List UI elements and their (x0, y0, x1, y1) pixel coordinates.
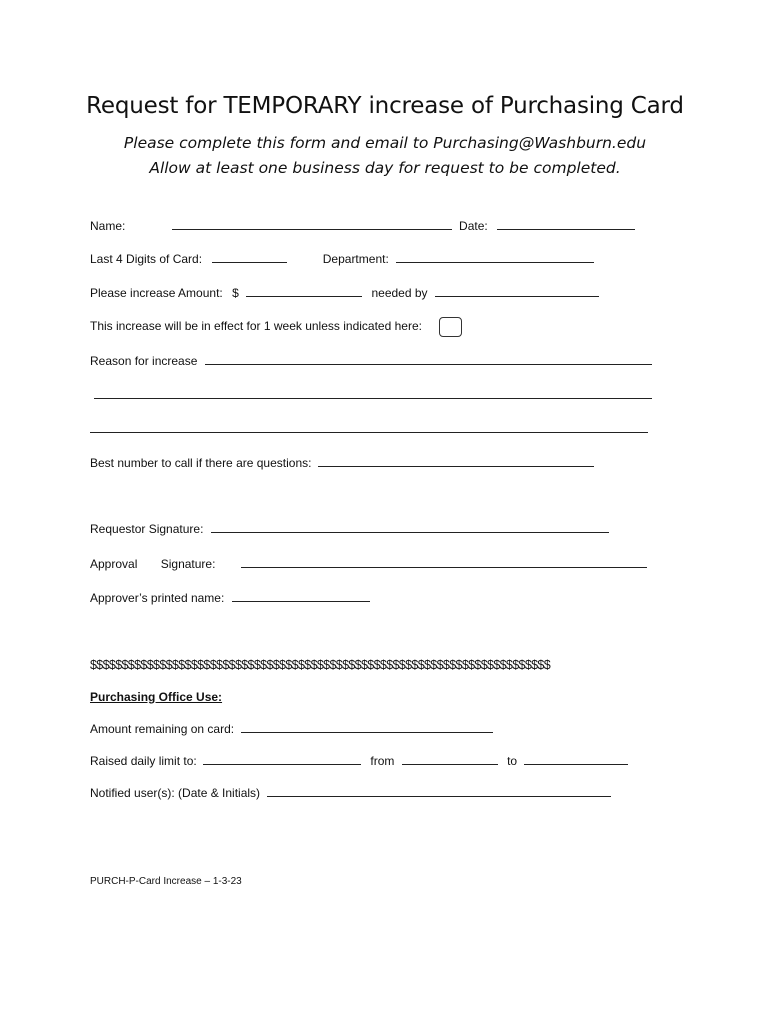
requestor-signature-label: Requestor Signature: (90, 522, 204, 536)
approval-label: Approval (90, 557, 138, 571)
amount-field[interactable] (246, 284, 362, 297)
instruction-email: Please complete this form and email to Purchasing@Washburn.edu (123, 134, 647, 152)
reason-line-2 (94, 386, 652, 403)
name-label: Name: (90, 219, 126, 233)
remaining-label: Amount remaining on card: (90, 722, 235, 736)
daily-limit-row (90, 752, 628, 769)
from-label: from (370, 754, 395, 768)
form-title: Request for TEMPORARY increase of Purchasing Card (86, 93, 684, 119)
remaining-field[interactable] (241, 720, 493, 733)
form-code-footer: PURCH-P-Card Increase – 1-3-23 (90, 876, 242, 887)
date-label: Date: (459, 219, 488, 233)
department-field[interactable] (396, 250, 594, 263)
amount-row (90, 284, 599, 301)
card-digits-field[interactable] (212, 250, 287, 263)
signature-label: Signature: (160, 557, 216, 571)
remaining-row (90, 720, 493, 737)
approval-signature-field[interactable] (241, 555, 647, 568)
name-date-row (90, 217, 635, 234)
phone-field[interactable] (318, 454, 594, 467)
to-field[interactable] (524, 752, 628, 765)
card-department-row (90, 250, 594, 267)
from-field[interactable] (402, 752, 498, 765)
notified-field[interactable] (267, 784, 611, 797)
daily-limit-field[interactable] (203, 752, 361, 765)
approver-name-label: Approver’s printed name: (90, 591, 225, 605)
office-use-heading (90, 689, 222, 705)
reason-line-3 (90, 420, 648, 437)
needed-by-label: needed by (371, 286, 428, 300)
to-label: to (507, 754, 518, 768)
amount-label: Please increase Amount: (90, 286, 223, 300)
name-field[interactable] (172, 217, 452, 230)
needed-by-field[interactable] (435, 284, 599, 297)
reason-field[interactable] (205, 352, 652, 365)
duration-row (90, 317, 462, 337)
duration-checkbox[interactable] (439, 317, 462, 337)
daily-limit-label: Raised daily limit to: (90, 754, 197, 768)
department-label: Department: (322, 252, 389, 266)
reason-label: Reason for increase (90, 354, 198, 368)
reason-field-line-3[interactable] (90, 420, 648, 433)
currency-symbol: $ (232, 286, 239, 300)
dollar-divider: $$$$$$$$$$$$$$$$$$$$$$$$$$$$$$$$$$$$$$$$$$$$$$$$$$$$$$$$$$$$$$$$$$$$$$$$$ (90, 658, 551, 672)
date-field[interactable] (497, 217, 635, 230)
approval-signature-row (90, 555, 647, 572)
notified-label: Notified user(s): (Date & Initials) (90, 786, 261, 800)
instruction-timing: Allow at least one business day for request to be completed. (149, 159, 621, 177)
card-digits-label: Last 4 Digits of Card: (90, 252, 203, 266)
phone-row (90, 454, 594, 471)
requestor-signature-field[interactable] (211, 520, 609, 533)
reason-field-line-2[interactable] (94, 386, 652, 399)
approver-name-row (90, 589, 370, 606)
approver-name-field[interactable] (232, 589, 370, 602)
notified-row (90, 784, 611, 801)
duration-label: This increase will be in effect for 1 week unless indicated here: (90, 319, 422, 334)
requestor-signature-row (90, 520, 609, 537)
office-use-heading-text: Purchasing Office Use: (90, 690, 223, 704)
phone-label: Best number to call if there are questions: (90, 456, 312, 470)
reason-row (90, 352, 652, 369)
